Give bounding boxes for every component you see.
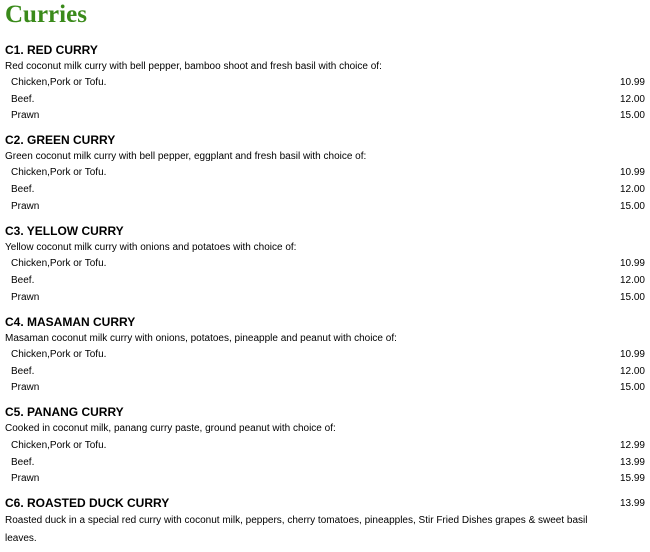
option-label: Chicken,Pork or Tofu. [11,258,107,269]
item-price: 13.99 [619,498,645,509]
option-price: 15.99 [619,473,645,484]
menu-item-title: C3. YELLOW CURRY [5,224,124,238]
option-price: 10.99 [619,77,645,88]
option-price: 12.00 [619,94,645,105]
menu-item-description: Green coconut milk curry with bell pepper, eggplant and fresh basil with choice of: [5,151,367,162]
option-label: Prawn [11,201,40,212]
option-label: Prawn [11,110,40,121]
option-label: Beef. [11,94,35,105]
option-label: Prawn [11,292,40,303]
menu-item-title: C2. GREEN CURRY [5,133,116,147]
option-price: 15.00 [619,201,645,212]
option-price: 12.99 [619,440,645,451]
option-price: 13.99 [619,457,645,468]
menu-item-title: C1. RED CURRY [5,43,98,57]
option-price: 10.99 [619,349,645,360]
menu-item-title: C5. PANANG CURRY [5,405,124,419]
menu-item-description: Yellow coconut milk curry with onions and potatoes with choice of: [5,242,297,253]
option-price: 12.00 [619,275,645,286]
option-price: 15.00 [619,382,645,393]
option-label: Prawn [11,382,40,393]
option-label: Beef. [11,275,35,286]
option-price: 12.00 [619,184,645,195]
menu-item-title: C6. ROASTED DUCK CURRY [5,496,170,510]
option-label: Chicken,Pork or Tofu. [11,167,107,178]
option-label: Chicken,Pork or Tofu. [11,77,107,88]
option-price: 10.99 [619,258,645,269]
menu-item-description: Roasted duck in a special red curry with coconut milk, peppers, cherry tomatoes, pineapples, Stir Fried Dishes grapes & sweet basil leaves. [5,515,588,544]
option-price: 15.00 [619,110,645,121]
option-label: Chicken,Pork or Tofu. [11,440,107,451]
menu-item-description: Red coconut milk curry with bell pepper, bamboo shoot and fresh basil with choice of: [5,61,382,72]
option-label: Chicken,Pork or Tofu. [11,349,107,360]
menu-item-description: Masaman coconut milk curry with onions, potatoes, pineapple and peanut with choice of: [5,333,397,344]
option-price: 10.99 [619,167,645,178]
page-title: Curries [5,1,87,28]
option-label: Prawn [11,473,40,484]
option-label: Beef. [11,457,35,468]
option-price: 12.00 [619,366,645,377]
menu-item-description: Cooked in coconut milk, panang curry paste, ground peanut with choice of: [5,423,336,434]
option-price: 15.00 [619,292,645,303]
menu-item-title: C4. MASAMAN CURRY [5,315,136,329]
option-label: Beef. [11,184,35,195]
option-label: Beef. [11,366,35,377]
